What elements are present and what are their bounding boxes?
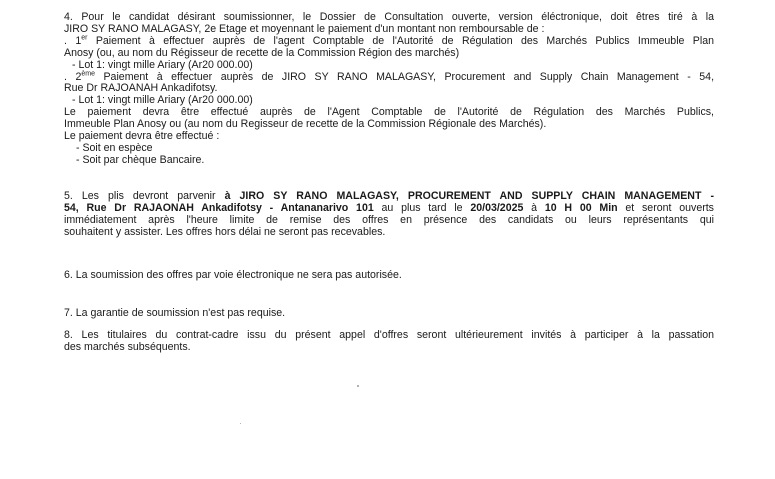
payment-info-line-3: Le paiement devra être effectué : [64, 130, 220, 143]
section-8 [64, 330, 714, 354]
payment-1-prefix: . 1 [64, 34, 82, 47]
payment-info-line-2: Immeuble Plan Anosy ou (au nom du Regisseur de recette de la Commission Régionale des Marchés). [64, 118, 547, 131]
section-5-line-3: immédiatement après l'heure limite de remise des offres en présence des candidats ou leurs représentants qui [64, 213, 714, 226]
payment-2-prefix: . 2 [64, 70, 82, 83]
payment-2-text: Paiement à effectuer auprès de JIRO SY RANO MALAGASY, Procurement and Supply Chain Management - 54, [94, 70, 715, 83]
deadline-separator: à [523, 201, 545, 214]
scan-speck [357, 385, 359, 387]
payment-method-cash: - Soit en espèce [76, 141, 153, 154]
delivery-address-line-1: à JIRO SY RANO MALAGASY, PROCUREMENT AND SUPPLY CHAIN MANAGEMENT - [224, 189, 714, 202]
spacer [64, 238, 714, 270]
deadline-date: 20/03/2025 [470, 201, 524, 214]
section-6-text: 6. La soumission des offres par voie électronique ne sera pas autorisée. [64, 269, 402, 282]
spacer [64, 167, 714, 191]
delivery-address-line-2: 54, Rue Dr RAJAONAH Ankadifotsy - Antananarivo 101 [64, 201, 374, 214]
payment-2-superscript: ème [81, 70, 95, 77]
section-5-line-2 [64, 203, 714, 215]
deadline-time: 10 H 00 Min [544, 201, 618, 214]
section-7 [64, 308, 714, 320]
payment-info-line-1: Le paiement devra être effectué auprès de l'Agent Comptable de l'Autorité de Régulation des Marchés Publics, [64, 106, 714, 119]
scan-speck [240, 423, 241, 424]
payment-method-cheque: - Soit par chèque Bancaire. [76, 153, 205, 166]
section-5 [64, 191, 714, 239]
section-5-line-4: souhaitent y assister. Les offres hors délai ne seront pas recevables. [64, 225, 386, 238]
document-body [64, 12, 714, 354]
spacer [64, 282, 714, 308]
deadline-prefix: au plus tard le [373, 201, 471, 214]
section-7-text: 7. La garantie de soumission n'est pas requise. [64, 307, 286, 320]
payment-2-line-2: Rue Dr RAJOANAH Ankadifotsy. [64, 82, 218, 95]
section-6 [64, 270, 714, 282]
deadline-suffix: et seront ouverts [617, 201, 714, 214]
payment-1-line-2: Anosy (ou, au nom du Régisseur de recette de la Commission Région des marchés) [64, 46, 460, 59]
payment-1-text: Paiement à effectuer auprès de l'agent Comptable de l'Autorité de Régulation des Marchés Publics Immeuble Plan [87, 34, 715, 47]
section-8-line-1: 8. Les titulaires du contrat-cadre issu du présent appel d'offres seront ultérieurement invités à participer à la passation [64, 329, 714, 342]
payment-1-line [64, 36, 714, 48]
section-4-line-1: 4. Pour le candidat désirant soumissionner, le Dossier de Consultation ouverte, version éléctronique, doit êtres tiré à la [64, 11, 714, 23]
section-5-intro: 5. Les plis devront parvenir [64, 189, 225, 202]
section-4-line-2: JIRO SY RANO MALAGASY, 2e Etage et moyennant le paiement d'un montant non remboursable de : [64, 22, 545, 35]
payment-1-superscript: er [81, 34, 88, 42]
section-4 [64, 12, 714, 167]
payment-1-lot: - Lot 1: vingt mille Ariary (Ar20 000.00) [72, 58, 253, 71]
section-8-line-2: des marchés subséquents. [64, 341, 191, 354]
payment-2-lot: - Lot 1: vingt mille Ariary (Ar20 000.00) [72, 94, 253, 107]
